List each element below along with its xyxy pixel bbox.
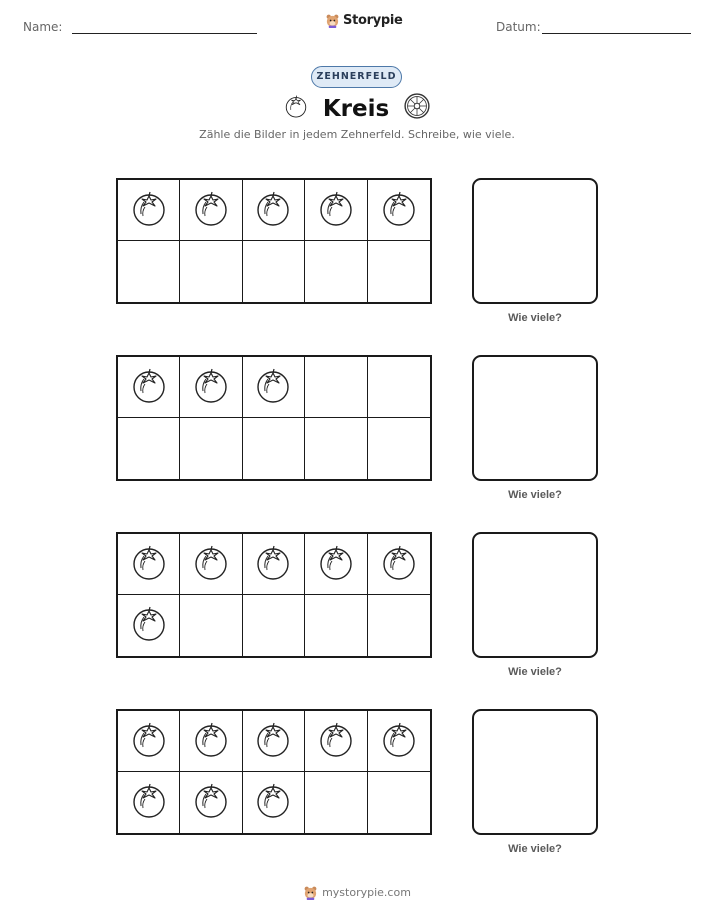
answer-box-2[interactable] xyxy=(472,355,598,481)
frame-cell xyxy=(368,418,430,479)
frame-cell xyxy=(368,357,430,418)
tomato-icon xyxy=(379,542,419,587)
frame-cell xyxy=(180,180,242,241)
tomato-icon xyxy=(129,780,169,825)
frame-cell xyxy=(243,711,305,772)
tomato-icon xyxy=(129,365,169,410)
ten-frame-2 xyxy=(116,355,432,481)
answer-box-4[interactable] xyxy=(472,709,598,835)
tomato-icon xyxy=(253,719,293,764)
storypie-logo-icon xyxy=(325,13,340,28)
tomato-icon xyxy=(283,93,309,124)
frame-cell xyxy=(118,711,180,772)
answer-box-3[interactable] xyxy=(472,532,598,658)
frame-cell xyxy=(243,772,305,833)
frame-cell xyxy=(368,241,430,302)
frame-cell xyxy=(305,180,367,241)
date-line[interactable] xyxy=(542,33,691,34)
frame-cell xyxy=(180,418,242,479)
tomato-icon xyxy=(379,188,419,233)
frame-cell xyxy=(243,418,305,479)
frame-cell xyxy=(118,772,180,833)
frame-cell xyxy=(243,180,305,241)
brand-name: Storypie xyxy=(343,13,403,28)
tomato-icon xyxy=(129,603,169,648)
date-label: Datum: xyxy=(496,20,541,34)
frame-cell xyxy=(243,241,305,302)
footer xyxy=(0,885,714,900)
name-label: Name: xyxy=(23,20,63,34)
frame-cell xyxy=(180,534,242,595)
tomato-icon xyxy=(316,719,356,764)
tomato-icon xyxy=(191,780,231,825)
tomato-icon xyxy=(129,542,169,587)
answer-label-2: Wie viele? xyxy=(508,489,562,501)
frame-cell xyxy=(118,180,180,241)
category-badge: ZEHNERFELD xyxy=(311,66,402,88)
answer-label-1: Wie viele? xyxy=(508,312,562,324)
frame-cell xyxy=(118,357,180,418)
tomato-icon xyxy=(191,188,231,233)
tomato-icon xyxy=(253,542,293,587)
frame-cell xyxy=(243,595,305,656)
frame-cell xyxy=(180,595,242,656)
tomato-icon xyxy=(316,188,356,233)
frame-cell xyxy=(305,711,367,772)
tomato-icon xyxy=(316,542,356,587)
frame-cell xyxy=(305,772,367,833)
frame-cell xyxy=(305,595,367,656)
tomato-icon xyxy=(129,188,169,233)
frame-cell xyxy=(368,711,430,772)
tomato-icon xyxy=(253,188,293,233)
wheel-icon xyxy=(403,92,431,125)
frame-cell xyxy=(118,595,180,656)
frame-cell xyxy=(305,418,367,479)
tomato-icon xyxy=(129,719,169,764)
frame-cell xyxy=(368,534,430,595)
brand-logo xyxy=(325,13,403,28)
frame-cell xyxy=(243,534,305,595)
tomato-icon xyxy=(191,719,231,764)
answer-label-4: Wie viele? xyxy=(508,843,562,855)
instruction-text: Zähle die Bilder in jedem Zehnerfeld. Schreibe, wie viele. xyxy=(199,128,515,141)
frame-cell xyxy=(180,711,242,772)
frame-cell xyxy=(243,357,305,418)
tomato-icon xyxy=(379,719,419,764)
answer-label-3: Wie viele? xyxy=(508,666,562,678)
frame-cell xyxy=(368,595,430,656)
frame-cell xyxy=(180,357,242,418)
tomato-icon xyxy=(191,365,231,410)
ten-frame-4 xyxy=(116,709,432,835)
tomato-icon xyxy=(253,780,293,825)
answer-box-1[interactable] xyxy=(472,178,598,304)
frame-cell xyxy=(180,772,242,833)
storypie-logo-icon xyxy=(303,885,318,900)
frame-cell xyxy=(368,180,430,241)
frame-cell xyxy=(118,418,180,479)
ten-frame-1 xyxy=(116,178,432,304)
frame-cell xyxy=(118,534,180,595)
footer-url: mystorypie.com xyxy=(322,886,411,899)
name-line[interactable] xyxy=(72,33,257,34)
page-title: Kreis xyxy=(322,95,390,122)
ten-frame-3 xyxy=(116,532,432,658)
frame-cell xyxy=(305,241,367,302)
frame-cell xyxy=(118,241,180,302)
frame-cell xyxy=(368,772,430,833)
frame-cell xyxy=(305,534,367,595)
frame-cell xyxy=(305,357,367,418)
tomato-icon xyxy=(253,365,293,410)
tomato-icon xyxy=(191,542,231,587)
frame-cell xyxy=(180,241,242,302)
title-row xyxy=(0,92,714,125)
